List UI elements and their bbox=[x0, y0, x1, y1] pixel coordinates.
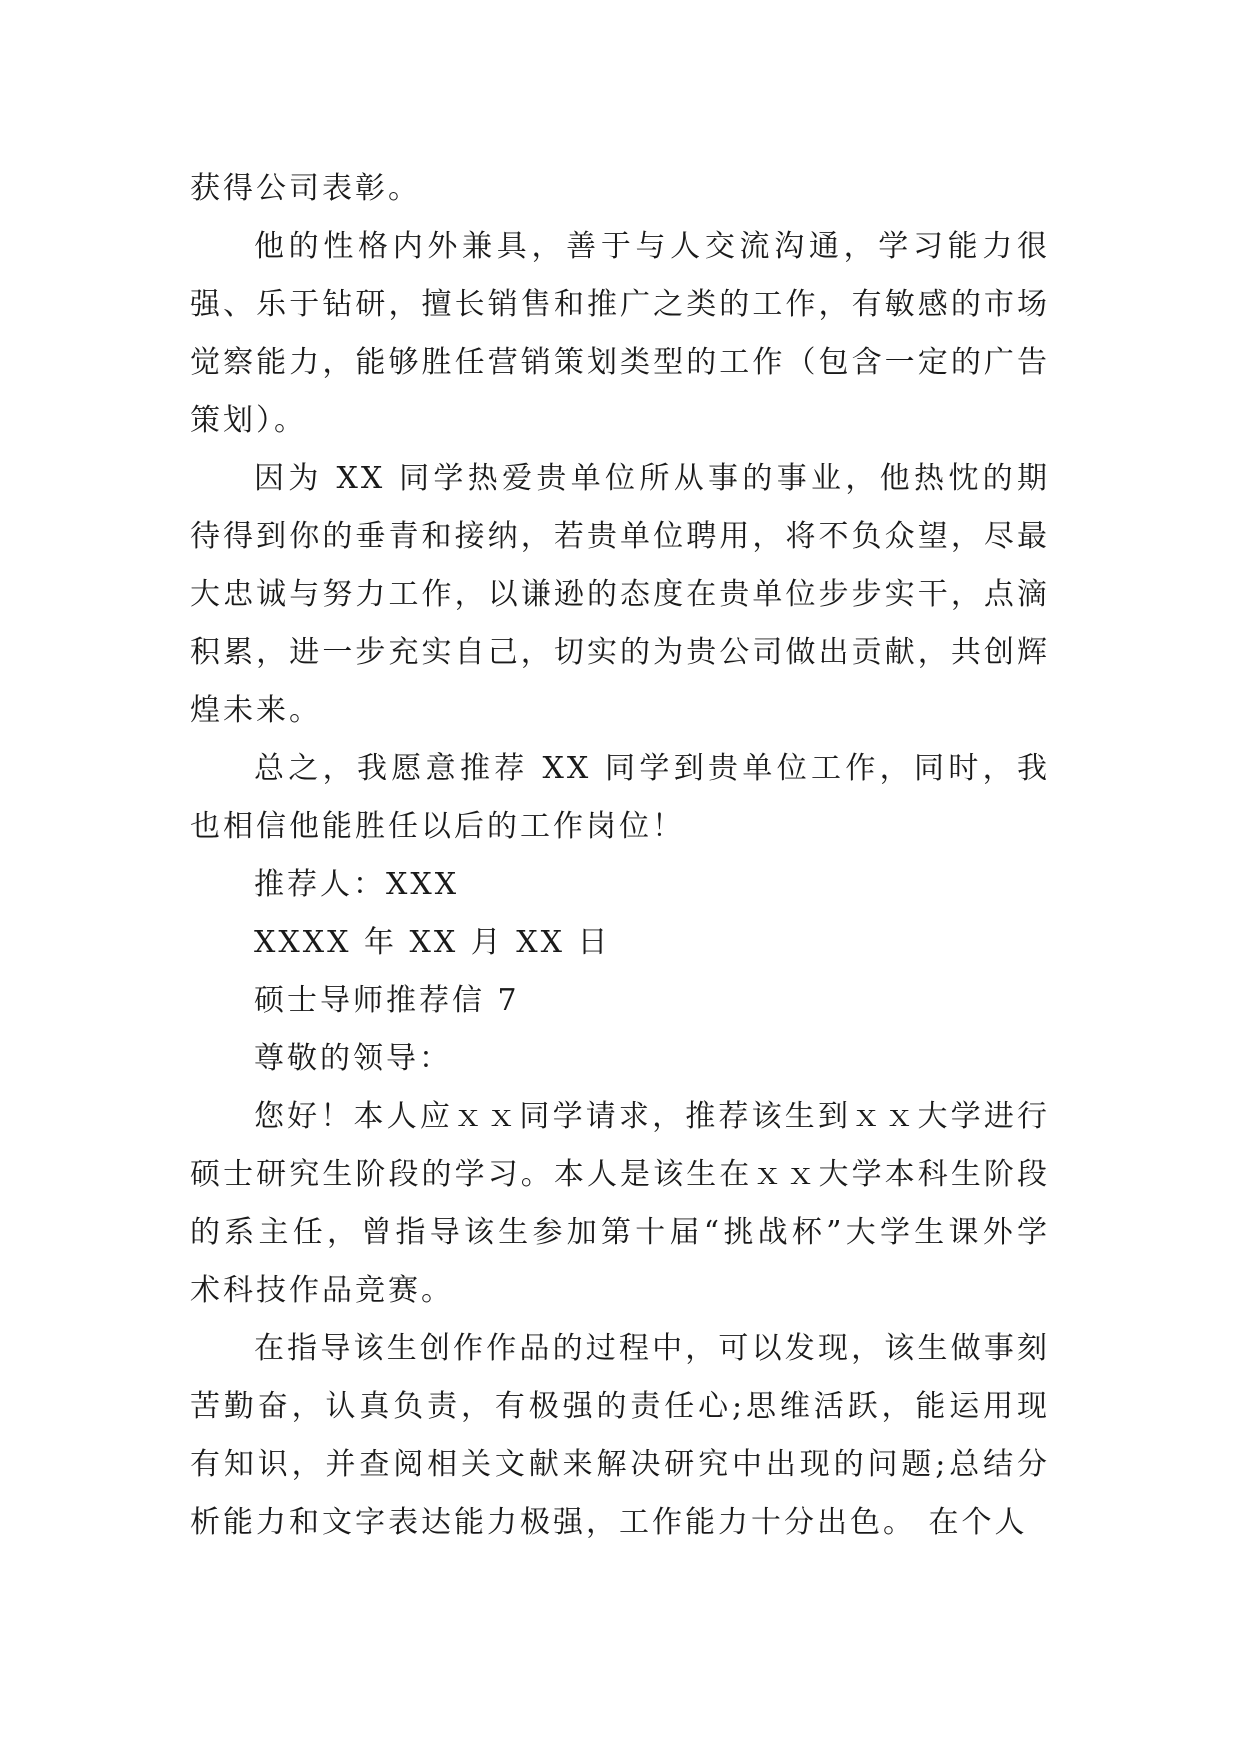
paragraph-commitment: 因为 XX 同学热爱贵单位所从事的事业，他热忱的期待得到你的垂青和接纳，若贵单位聘用，将不负众望，尽最大忠诚与努力工作，以谦逊的态度在贵单位步步实干，点滴积累，进一步充实自己，切实的为贵公司做出贡献，共创辉煌未来。 bbox=[190, 461, 1050, 728]
paragraph-greeting: 您好！本人应ｘｘ同学请求，推荐该生到ｘｘ大学进行硕士研究生阶段的学习。本人是该生在ｘｘ大学本科生阶段的系主任，曾指导该生参加第十届“挑战杯”大学生课外学术科技作品竞赛。 bbox=[190, 1099, 1050, 1308]
recommender-line: 推荐人：XXX bbox=[254, 867, 460, 902]
paragraph-personality: 他的性格内外兼具，善于与人交流沟通，学习能力很强、乐于钻研，擅长销售和推广之类的工作，有敏感的市场觉察能力，能够胜任营销策划类型的工作（包含一定的广告策划）。 bbox=[190, 229, 1050, 438]
date-line: XXXX 年 XX 月 XX 日 bbox=[254, 925, 611, 960]
paragraph-award: 获得公司表彰。 bbox=[190, 171, 421, 206]
section-heading: 硕士导师推荐信 7 bbox=[254, 983, 520, 1018]
salutation: 尊敬的领导： bbox=[254, 1041, 452, 1076]
paragraph-guidance: 在指导该生创作作品的过程中，可以发现，该生做事刻苦勤奋，认真负责，有极强的责任心;思维活跃，能运用现有知识，并查阅相关文献来解决研究中出现的问题;总结分析能力和文字表达能力极强，工作能力十分出色。 在个人 bbox=[190, 1331, 1050, 1540]
document-body bbox=[190, 160, 1050, 1552]
paragraph-conclusion: 总之，我愿意推荐 XX 同学到贵单位工作，同时，我也相信他能胜任以后的工作岗位！ bbox=[190, 751, 1050, 844]
